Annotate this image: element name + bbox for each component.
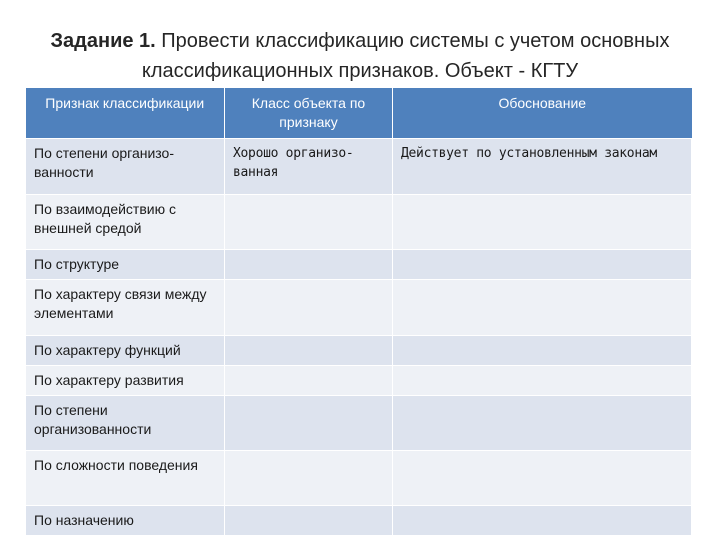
cell-class	[225, 336, 393, 366]
cell-justification: Действует по установленным законам	[393, 139, 692, 195]
cell-class	[225, 280, 393, 336]
cell-class	[225, 396, 393, 451]
table-row	[26, 139, 692, 195]
table-header-row	[26, 88, 692, 139]
table-row	[26, 195, 692, 250]
cell-feature: По характеру развития	[26, 366, 225, 396]
cell-class: Хорошо организо-ванная	[225, 139, 393, 195]
cell-feature: По характеру связи между элементами	[26, 280, 225, 336]
slide-title	[20, 26, 700, 86]
cell-feature: По структуре	[26, 250, 225, 280]
cell-class	[225, 366, 393, 396]
cell-class	[225, 250, 393, 280]
cell-justification	[393, 396, 692, 451]
table-row	[26, 506, 692, 536]
cell-feature: По характеру функций	[26, 336, 225, 366]
header-justification: Обоснование	[393, 88, 692, 139]
title-text: Провести классификацию системы с учетом основных классификационных признаков. Объект - КГТУ	[141, 30, 670, 82]
cell-justification	[393, 195, 692, 250]
cell-justification	[393, 451, 692, 506]
cell-feature: По взаимодействию с внешней средой	[26, 195, 225, 250]
table-row	[26, 366, 692, 396]
cell-feature: По степени организованности	[26, 396, 225, 451]
table-row	[26, 336, 692, 366]
title-bold: Задание 1.	[50, 30, 156, 52]
header-class: Класс объекта по признаку	[225, 88, 393, 139]
cell-feature: По степени организо-ванности	[26, 139, 225, 195]
cell-feature: По назначению	[26, 506, 225, 536]
cell-class	[225, 451, 393, 506]
cell-justification	[393, 280, 692, 336]
cell-justification	[393, 366, 692, 396]
table-row	[26, 250, 692, 280]
header-feature: Признак классификации	[26, 88, 225, 139]
cell-justification	[393, 506, 692, 536]
table-row	[26, 280, 692, 336]
table-row	[26, 396, 692, 451]
cell-class	[225, 506, 393, 536]
classification-table	[25, 88, 692, 536]
cell-justification	[393, 250, 692, 280]
cell-feature: По сложности поведения	[26, 451, 225, 506]
cell-class	[225, 195, 393, 250]
table-row	[26, 451, 692, 506]
cell-justification	[393, 336, 692, 366]
